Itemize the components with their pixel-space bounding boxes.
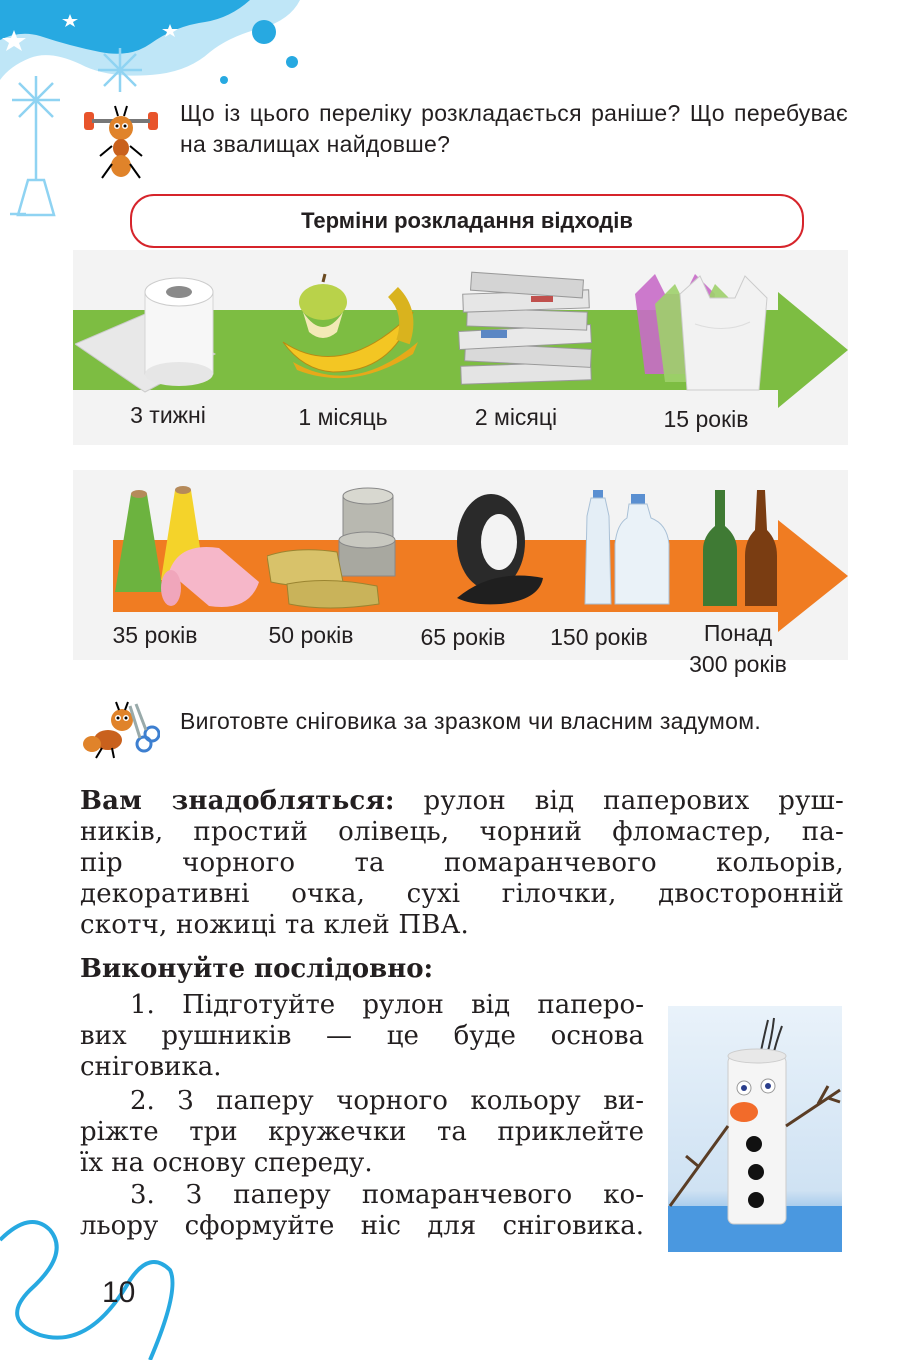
glass-bottles-icon	[701, 486, 791, 611]
page-number: 10	[102, 1276, 136, 1309]
chart-title-box	[130, 194, 804, 248]
chart-title: Терміни розкладання відходів	[301, 208, 633, 233]
row2-label-2: 50 років	[268, 622, 354, 648]
row2-label-5	[663, 618, 813, 680]
plastic-bottles-icon	[581, 488, 681, 608]
step-3-line-1: 3. З паперу помаранчевого ко-	[130, 1180, 644, 1210]
materials-line-1	[80, 786, 844, 817]
step-2-line-2: ріжте три кружечки та приклейте	[80, 1117, 644, 1147]
newspapers-icon	[451, 268, 601, 398]
decomposition-row-1	[73, 250, 848, 445]
row2-label-4: 150 років	[550, 624, 648, 650]
decomposition-row-2	[73, 470, 848, 677]
materials-line-5: скотч, ножиці та клей ПВА.	[80, 910, 469, 940]
step-2-line-1: 2. З паперу чорного кольору ви-	[130, 1086, 644, 1116]
materials-line-1-text: рулон від паперових руш-	[423, 786, 844, 816]
materials-line-2: ників, простий олівець, чорний фломастер, па-	[80, 817, 844, 847]
materials-line-4: декоративні очка, сухі гілочки, двосторонній	[80, 879, 844, 909]
row1-label-3: 2 місяці	[474, 404, 558, 430]
step-1	[80, 990, 644, 1083]
fruit-waste-icon	[273, 272, 423, 397]
ant-dumbbell-icon	[82, 98, 160, 182]
tire-icon	[443, 488, 553, 608]
row2-label-5-line2: 300 років	[689, 651, 787, 677]
snowman-photo	[668, 1006, 842, 1252]
step-1-line-3: сніговика.	[80, 1052, 222, 1082]
row2-label-5-line1: Понад	[703, 620, 773, 646]
tin-cans-icon	[267, 486, 407, 616]
plastic-bags-icon	[625, 264, 775, 394]
row1-label-2: 1 місяць	[298, 404, 388, 430]
row1-label-1: 3 тижні	[130, 402, 206, 428]
step-2	[80, 1086, 644, 1179]
step-2-line-3: їх на основу спереду.	[80, 1148, 373, 1178]
step-3-line-2: льору сформуйте ніс для сніговика.	[80, 1211, 644, 1241]
row1-label-4: 15 років	[663, 406, 749, 432]
steps-heading: Виконуйте послідовно:	[80, 954, 434, 984]
ant-scissors-icon	[82, 700, 160, 760]
task-text: Виготовте сніговика за зразком чи власним задумом.	[180, 708, 762, 734]
materials-line-3: пір чорного та помаранчевого кольорів,	[80, 848, 844, 878]
question-text: Що із цього переліку розкладається раніше? Що перебуває на звалищах найдовше?	[180, 100, 848, 157]
thread-spools-icon	[109, 482, 259, 612]
row2-label-1: 35 років	[112, 622, 198, 648]
step-1-line-2: вих рушників — це буде основа	[80, 1021, 644, 1051]
toilet-paper-icon	[75, 274, 225, 394]
row2-label-3: 65 років	[420, 624, 506, 650]
materials-heading: Вам знадобляться:	[80, 786, 395, 816]
swirl-decoration	[0, 1210, 200, 1360]
step-1-line-1: 1. Підготуйте рулон від паперо-	[130, 990, 644, 1020]
